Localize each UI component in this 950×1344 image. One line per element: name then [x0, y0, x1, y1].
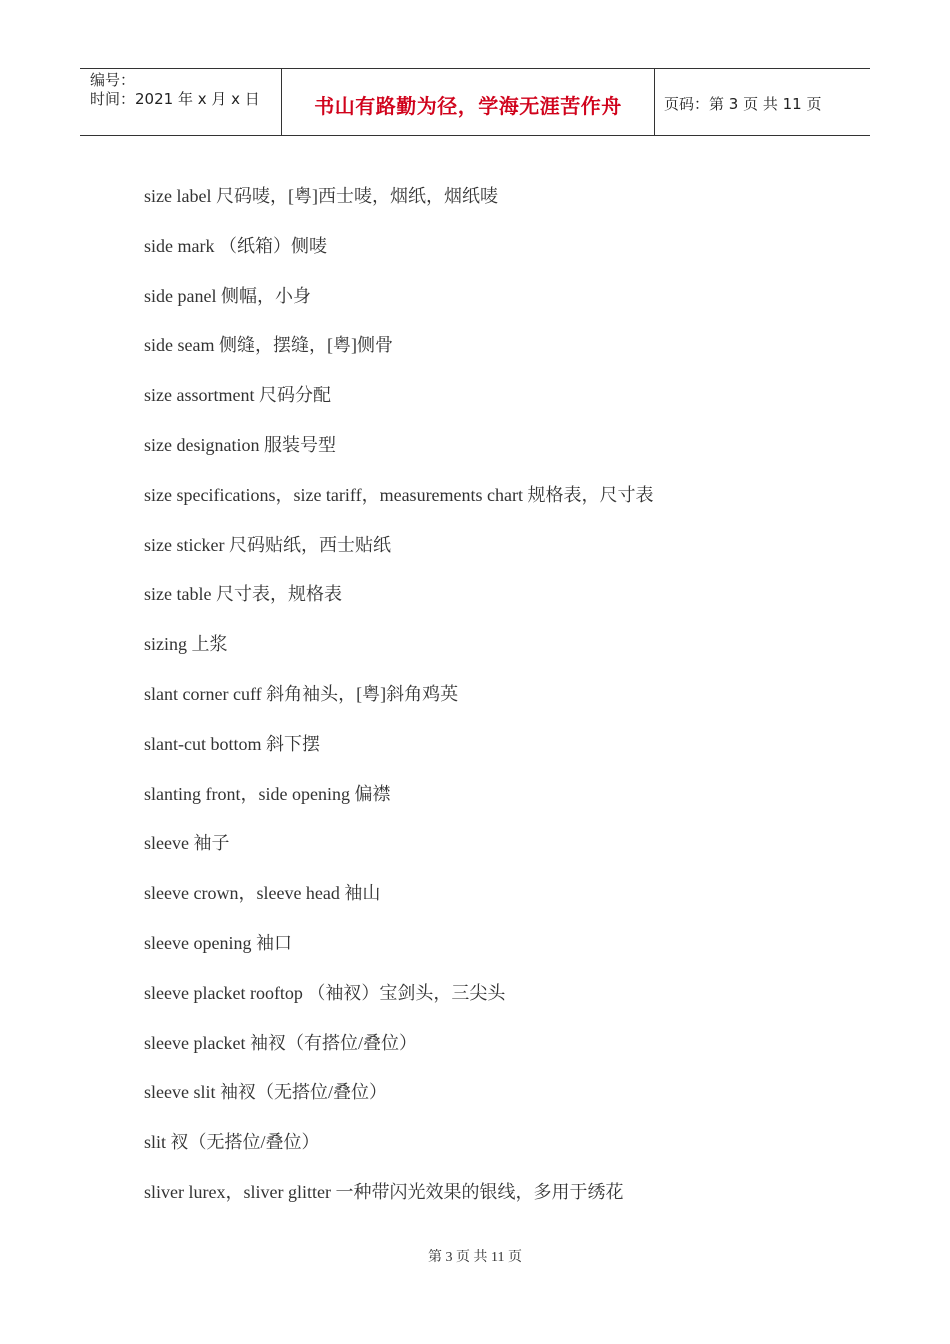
glossary-entry: sliver lurex，sliver glitter 一种带闪光效果的银线，多用于绣花 — [144, 1181, 624, 1202]
glossary-entry: sleeve placket 袖衩（有搭位/叠位） — [144, 1032, 417, 1053]
glossary-entry: sleeve slit 袖衩（无搭位/叠位） — [144, 1082, 387, 1103]
page-header — [80, 68, 870, 136]
glossary-entry: size sticker 尺码贴纸，西士贴纸 — [144, 534, 391, 555]
footer-page-number: 第 3 页 共 11 页 — [428, 1250, 522, 1265]
glossary-entry: sleeve crown，sleeve head 袖山 — [144, 883, 381, 904]
glossary-entry: size label 尺码唛，[粤]西士唛，烟纸，烟纸唛 — [144, 186, 498, 206]
glossary-entry: sleeve 袖子 — [144, 833, 230, 854]
page-label: 页码：第 3 页 共 11 页 — [664, 94, 822, 113]
glossary-entry: side panel 侧幅，小身 — [144, 285, 311, 306]
glossary-entry: sleeve placket rooftop （袖衩）宝剑头，三尖头 — [144, 982, 506, 1003]
glossary-entry: slant corner cuff 斜角袖头，[粤]斜角鸡英 — [144, 683, 459, 704]
header-motto-cell — [281, 69, 655, 135]
glossary-entry: slanting front，side opening 偏襟 — [144, 783, 391, 804]
glossary-entry: side seam 侧缝，摆缝，[粤]侧骨 — [144, 335, 393, 356]
glossary-entry: slant-cut bottom 斜下摆 — [144, 733, 320, 754]
glossary-entry: slit 衩（无搭位/叠位） — [144, 1132, 320, 1153]
glossary-entry: side mark （纸箱）侧唛 — [144, 235, 327, 256]
glossary-entry: sleeve opening 袖口 — [144, 932, 292, 953]
glossary-entry: size assortment 尺码分配 — [144, 385, 331, 406]
header-meta — [80, 69, 281, 135]
glossary-entry: size table 尺寸表，规格表 — [144, 584, 342, 605]
glossary-entry: size specifications，size tariff，measurements chart 规格表，尺寸表 — [144, 484, 654, 505]
number-label: 编号： — [90, 71, 136, 89]
glossary-entry: sizing 上浆 — [144, 634, 228, 655]
page-footer — [0, 1246, 950, 1266]
header-page-cell — [655, 69, 870, 135]
glossary-entry: size designation 服装号型 — [144, 434, 336, 455]
date-label: 时间：2021 年 x 月 x 日 — [90, 90, 260, 108]
glossary-list — [144, 181, 844, 1227]
motto-text: 书山有路勤为径，学海无涯苦作舟 — [314, 93, 622, 118]
